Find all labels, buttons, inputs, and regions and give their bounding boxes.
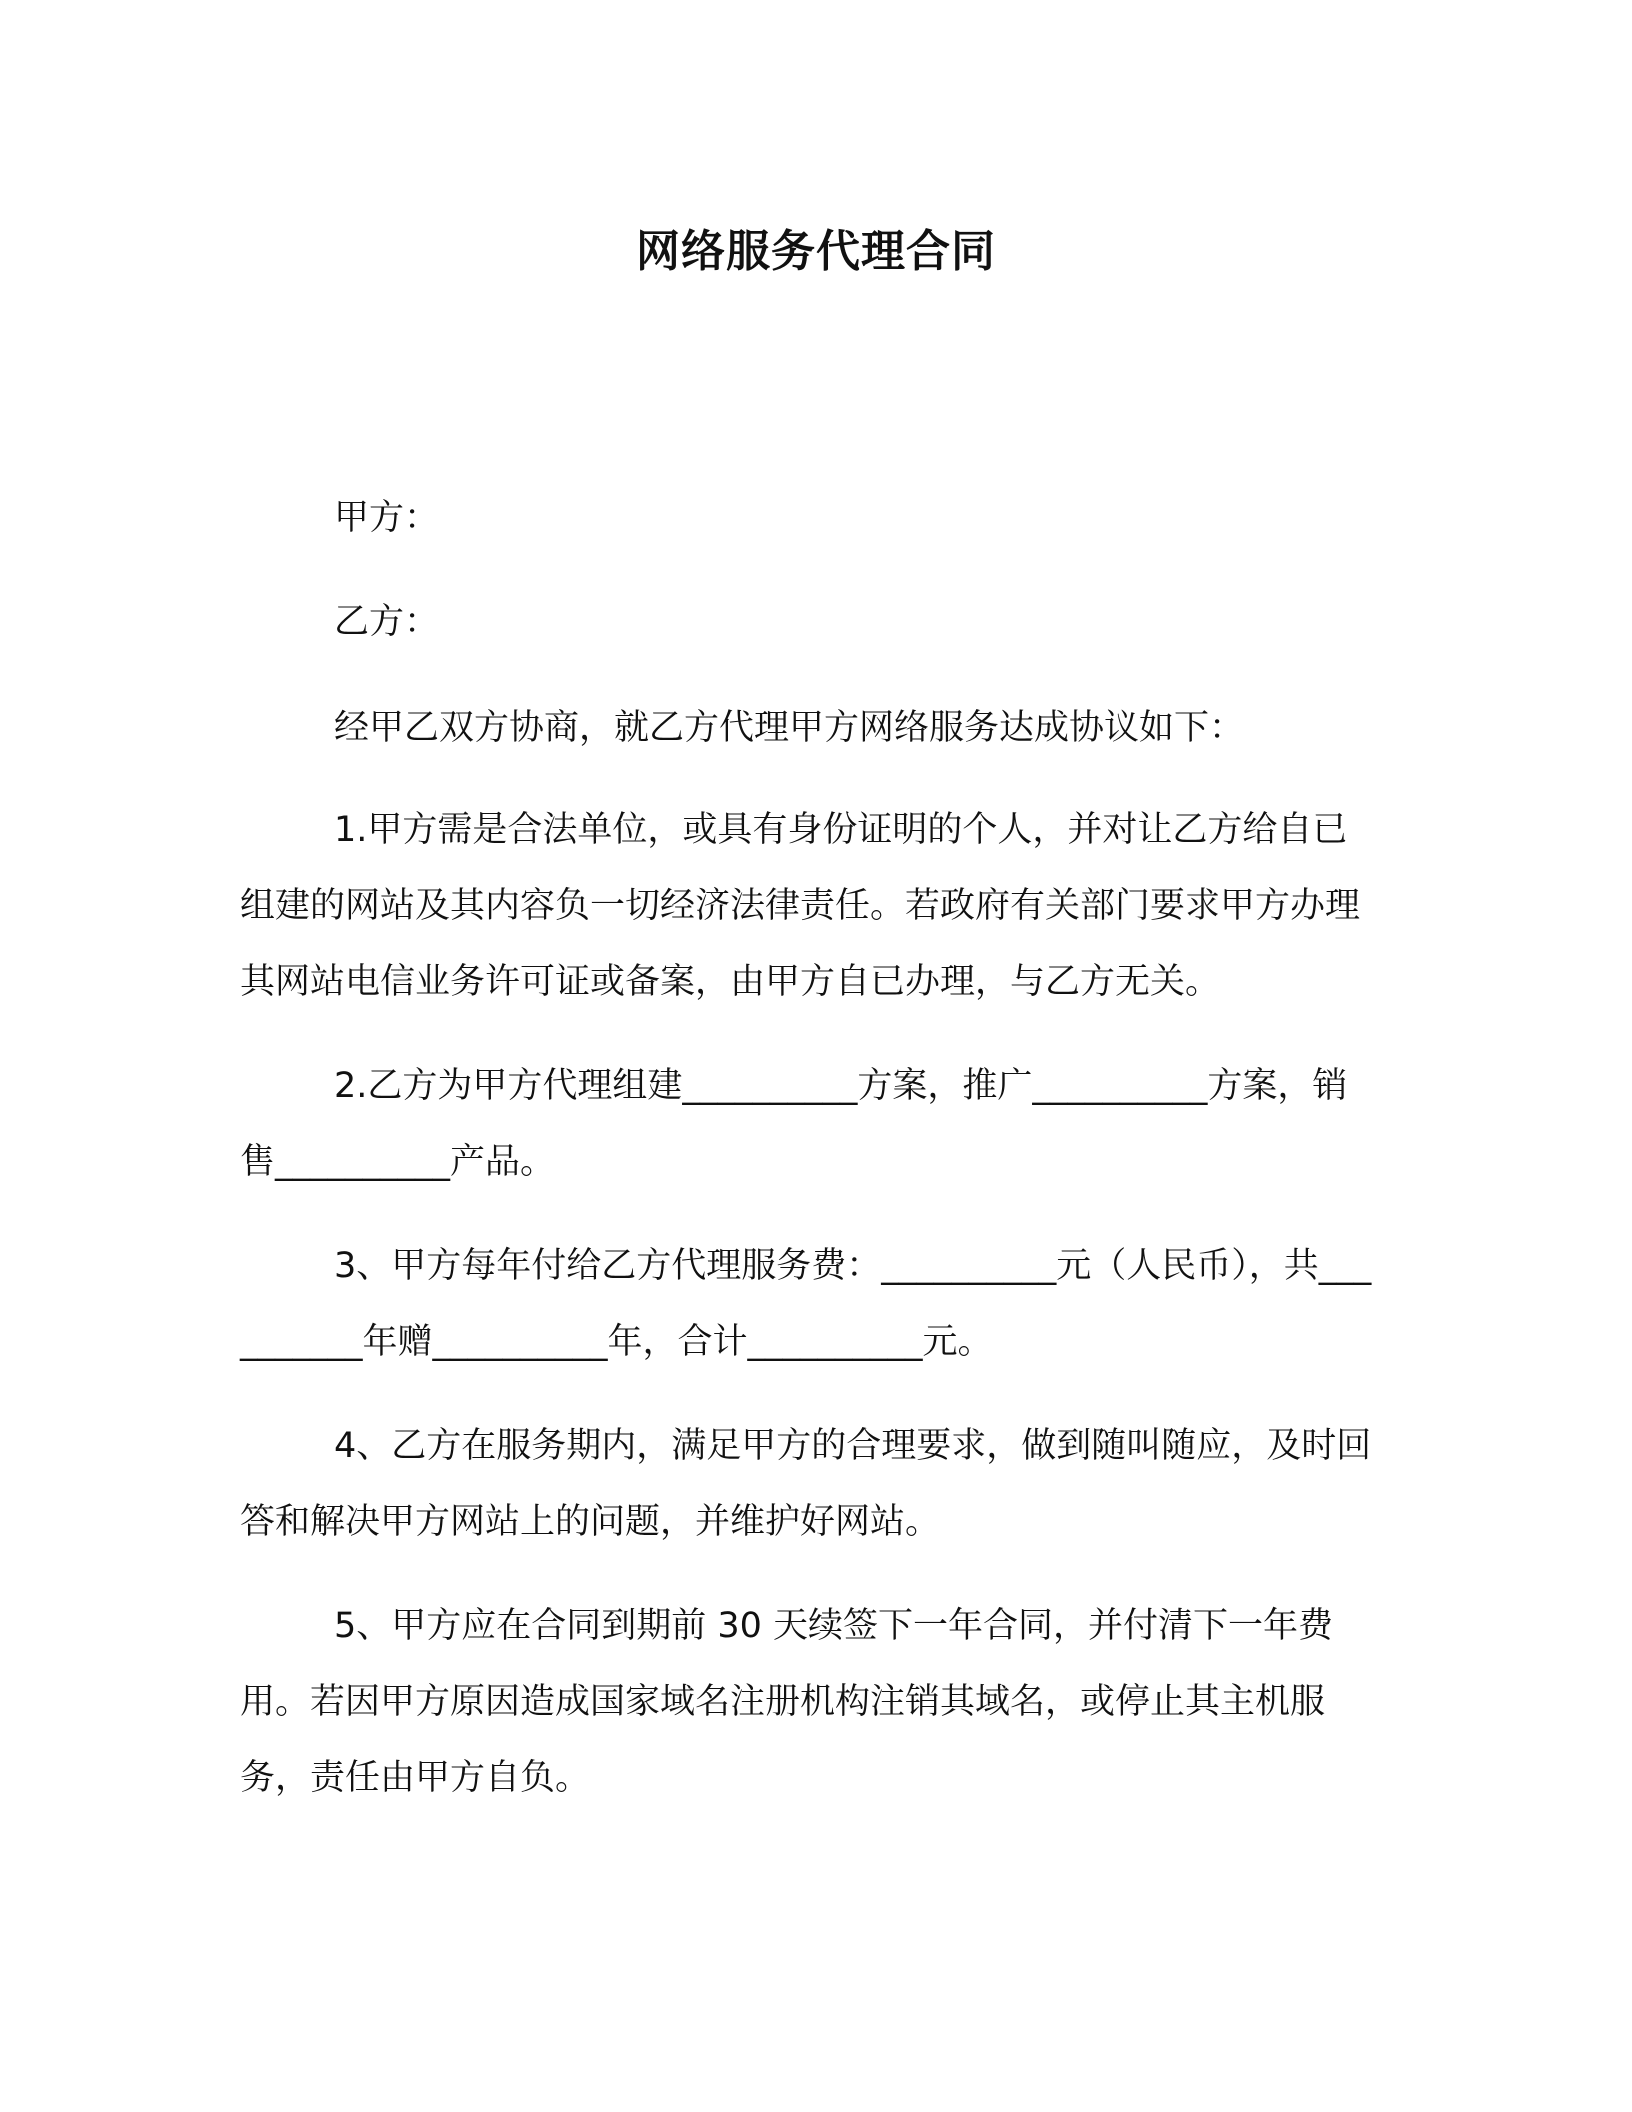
party-a-label: 甲方： [334, 498, 440, 538]
clause-5: 5、甲方应在合同到期前 30 天续签下一年合同，并付清下一年费用。若因甲方原因造成国家域名注册机构注销其域名，或停止其主机服务，责任由甲方自负。 [240, 1606, 1334, 1798]
clause-4: 4、乙方在服务期内，满足甲方的合理要求，做到随叫随应，及时回答和解决甲方网站上的问题，并维护好网站。 [240, 1426, 1372, 1542]
clause-2: 2.乙方为甲方代理组建__________方案，推广__________方案，销售__________产品。 [240, 1066, 1348, 1182]
document-title: 网络服务代理合同 [636, 226, 996, 277]
clause-3: 3、甲方每年付给乙方代理服务费：__________元（人民币），共__________年赠__________年，合计__________元。 [240, 1246, 1372, 1362]
party-b-label: 乙方： [334, 602, 440, 642]
clause-1: 1.甲方需是合法单位，或具有身份证明的个人，并对让乙方给自已组建的网站及其内容负一切经济法律责任。若政府有关部门要求甲方办理其网站电信业务许可证或备案，由甲方自已办理，与乙方无关。 [240, 810, 1361, 1002]
intro-paragraph: 经甲乙双方协商，就乙方代理甲方网络服务达成协议如下： [334, 708, 1245, 748]
